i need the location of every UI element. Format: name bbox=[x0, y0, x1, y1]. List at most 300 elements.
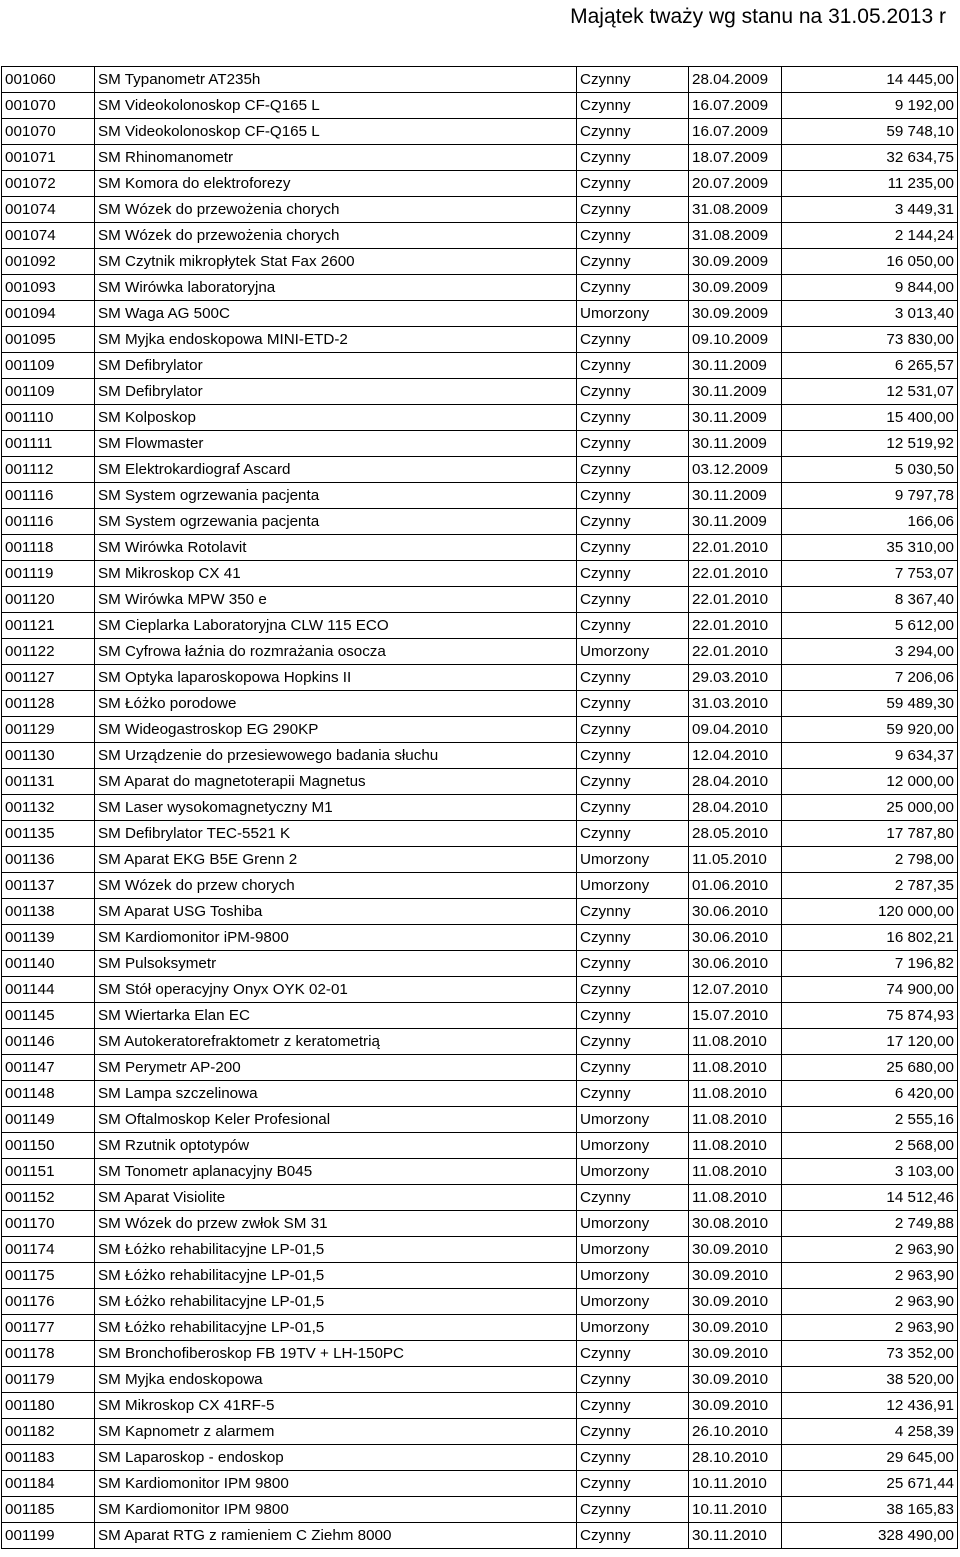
value-cell: 120 000,00 bbox=[782, 899, 958, 925]
inventory-number-cell: 001060 bbox=[2, 67, 95, 93]
inventory-number-cell: 001070 bbox=[2, 93, 95, 119]
inventory-number-cell: 001071 bbox=[2, 145, 95, 171]
date-cell: 11.08.2010 bbox=[689, 1133, 782, 1159]
status-cell: Czynny bbox=[577, 1055, 689, 1081]
date-cell: 30.06.2010 bbox=[689, 899, 782, 925]
inventory-number-cell: 001175 bbox=[2, 1263, 95, 1289]
table-row bbox=[2, 1341, 958, 1367]
asset-name-cell: SM Wózek do przew chorych bbox=[95, 873, 577, 899]
table-row bbox=[2, 899, 958, 925]
asset-name-cell: SM Aparat do magnetoterapii Magnetus bbox=[95, 769, 577, 795]
status-cell: Umorzony bbox=[577, 1237, 689, 1263]
asset-name-cell: SM Łóżko porodowe bbox=[95, 691, 577, 717]
date-cell: 10.11.2010 bbox=[689, 1497, 782, 1523]
inventory-number-cell: 001148 bbox=[2, 1081, 95, 1107]
status-cell: Umorzony bbox=[577, 1315, 689, 1341]
table-row bbox=[2, 93, 958, 119]
date-cell: 30.09.2009 bbox=[689, 249, 782, 275]
date-cell: 30.09.2010 bbox=[689, 1237, 782, 1263]
inventory-number-cell: 001151 bbox=[2, 1159, 95, 1185]
value-cell: 328 490,00 bbox=[782, 1523, 958, 1549]
inventory-number-cell: 001128 bbox=[2, 691, 95, 717]
asset-name-cell: SM Aparat RTG z ramieniem C Ziehm 8000 bbox=[95, 1523, 577, 1549]
date-cell: 30.09.2010 bbox=[689, 1263, 782, 1289]
table-row bbox=[2, 483, 958, 509]
value-cell: 3 013,40 bbox=[782, 301, 958, 327]
table-row bbox=[2, 1523, 958, 1549]
status-cell: Czynny bbox=[577, 197, 689, 223]
status-cell: Czynny bbox=[577, 327, 689, 353]
table-row bbox=[2, 639, 958, 665]
status-cell: Czynny bbox=[577, 561, 689, 587]
date-cell: 01.06.2010 bbox=[689, 873, 782, 899]
status-cell: Czynny bbox=[577, 1081, 689, 1107]
table-row bbox=[2, 587, 958, 613]
table-row bbox=[2, 1081, 958, 1107]
date-cell: 26.10.2010 bbox=[689, 1419, 782, 1445]
table-row bbox=[2, 431, 958, 457]
asset-name-cell: SM Kapnometr z alarmem bbox=[95, 1419, 577, 1445]
date-cell: 16.07.2009 bbox=[689, 119, 782, 145]
status-cell: Czynny bbox=[577, 1393, 689, 1419]
asset-name-cell: SM Łóżko rehabilitacyjne LP-01,5 bbox=[95, 1315, 577, 1341]
date-cell: 11.08.2010 bbox=[689, 1081, 782, 1107]
table-row bbox=[2, 1211, 958, 1237]
inventory-number-cell: 001149 bbox=[2, 1107, 95, 1133]
asset-name-cell: SM Oftalmoskop Keler Profesional bbox=[95, 1107, 577, 1133]
inventory-number-cell: 001182 bbox=[2, 1419, 95, 1445]
status-cell: Umorzony bbox=[577, 1263, 689, 1289]
date-cell: 10.11.2010 bbox=[689, 1471, 782, 1497]
table-row bbox=[2, 951, 958, 977]
status-cell: Umorzony bbox=[577, 1107, 689, 1133]
asset-name-cell: SM Pulsoksymetr bbox=[95, 951, 577, 977]
asset-name-cell: SM Stół operacyjny Onyx OYK 02-01 bbox=[95, 977, 577, 1003]
date-cell: 11.08.2010 bbox=[689, 1107, 782, 1133]
inventory-number-cell: 001174 bbox=[2, 1237, 95, 1263]
table-row bbox=[2, 1367, 958, 1393]
status-cell: Czynny bbox=[577, 899, 689, 925]
value-cell: 4 258,39 bbox=[782, 1419, 958, 1445]
table-row bbox=[2, 353, 958, 379]
date-cell: 29.03.2010 bbox=[689, 665, 782, 691]
date-cell: 30.11.2009 bbox=[689, 431, 782, 457]
date-cell: 28.04.2010 bbox=[689, 769, 782, 795]
asset-name-cell: SM Wirówka laboratoryjna bbox=[95, 275, 577, 301]
asset-name-cell: SM Autokeratorefraktometr z keratometrią bbox=[95, 1029, 577, 1055]
date-cell: 30.09.2010 bbox=[689, 1367, 782, 1393]
status-cell: Czynny bbox=[577, 795, 689, 821]
value-cell: 9 844,00 bbox=[782, 275, 958, 301]
value-cell: 2 144,24 bbox=[782, 223, 958, 249]
inventory-number-cell: 001074 bbox=[2, 197, 95, 223]
date-cell: 22.01.2010 bbox=[689, 613, 782, 639]
table-row bbox=[2, 197, 958, 223]
status-cell: Czynny bbox=[577, 145, 689, 171]
status-cell: Czynny bbox=[577, 509, 689, 535]
value-cell: 12 000,00 bbox=[782, 769, 958, 795]
inventory-number-cell: 001110 bbox=[2, 405, 95, 431]
status-cell: Umorzony bbox=[577, 1289, 689, 1315]
date-cell: 15.07.2010 bbox=[689, 1003, 782, 1029]
value-cell: 2 963,90 bbox=[782, 1237, 958, 1263]
status-cell: Czynny bbox=[577, 1367, 689, 1393]
inventory-number-cell: 001137 bbox=[2, 873, 95, 899]
asset-name-cell: SM Łóżko rehabilitacyjne LP-01,5 bbox=[95, 1263, 577, 1289]
table-row bbox=[2, 1159, 958, 1185]
status-cell: Czynny bbox=[577, 457, 689, 483]
inventory-number-cell: 001072 bbox=[2, 171, 95, 197]
asset-name-cell: SM Defibrylator bbox=[95, 379, 577, 405]
table-row bbox=[2, 821, 958, 847]
asset-name-cell: SM Videokolonoskop CF-Q165 L bbox=[95, 119, 577, 145]
inventory-number-cell: 001129 bbox=[2, 717, 95, 743]
status-cell: Czynny bbox=[577, 1341, 689, 1367]
value-cell: 12 436,91 bbox=[782, 1393, 958, 1419]
table-row bbox=[2, 379, 958, 405]
value-cell: 35 310,00 bbox=[782, 535, 958, 561]
asset-name-cell: SM Cyfrowa łaźnia do rozmrażania osocza bbox=[95, 639, 577, 665]
status-cell: Czynny bbox=[577, 275, 689, 301]
value-cell: 38 520,00 bbox=[782, 1367, 958, 1393]
assets-table bbox=[1, 66, 958, 1549]
inventory-number-cell: 001150 bbox=[2, 1133, 95, 1159]
asset-name-cell: SM Defibrylator TEC-5521 K bbox=[95, 821, 577, 847]
asset-name-cell: SM Komora do elektroforezy bbox=[95, 171, 577, 197]
asset-name-cell: SM System ogrzewania pacjenta bbox=[95, 509, 577, 535]
value-cell: 3 449,31 bbox=[782, 197, 958, 223]
status-cell: Czynny bbox=[577, 1003, 689, 1029]
date-cell: 30.11.2010 bbox=[689, 1523, 782, 1549]
value-cell: 2 963,90 bbox=[782, 1263, 958, 1289]
date-cell: 12.04.2010 bbox=[689, 743, 782, 769]
asset-name-cell: SM Laser wysokomagnetyczny M1 bbox=[95, 795, 577, 821]
inventory-number-cell: 001109 bbox=[2, 379, 95, 405]
date-cell: 30.08.2010 bbox=[689, 1211, 782, 1237]
value-cell: 32 634,75 bbox=[782, 145, 958, 171]
value-cell: 11 235,00 bbox=[782, 171, 958, 197]
inventory-number-cell: 001119 bbox=[2, 561, 95, 587]
inventory-number-cell: 001179 bbox=[2, 1367, 95, 1393]
value-cell: 5 612,00 bbox=[782, 613, 958, 639]
asset-name-cell: SM Aparat EKG B5E Grenn 2 bbox=[95, 847, 577, 873]
date-cell: 31.08.2009 bbox=[689, 197, 782, 223]
table-row bbox=[2, 1133, 958, 1159]
date-cell: 30.11.2009 bbox=[689, 353, 782, 379]
status-cell: Czynny bbox=[577, 1471, 689, 1497]
status-cell: Czynny bbox=[577, 1029, 689, 1055]
table-row bbox=[2, 1497, 958, 1523]
asset-name-cell: SM Laparoskop - endoskop bbox=[95, 1445, 577, 1471]
status-cell: Czynny bbox=[577, 769, 689, 795]
table-row bbox=[2, 457, 958, 483]
asset-name-cell: SM Wózek do przew zwłok SM 31 bbox=[95, 1211, 577, 1237]
value-cell: 2 963,90 bbox=[782, 1315, 958, 1341]
status-cell: Czynny bbox=[577, 67, 689, 93]
asset-name-cell: SM Videokolonoskop CF-Q165 L bbox=[95, 93, 577, 119]
status-cell: Czynny bbox=[577, 1497, 689, 1523]
table-row bbox=[2, 1471, 958, 1497]
table-row bbox=[2, 67, 958, 93]
inventory-number-cell: 001178 bbox=[2, 1341, 95, 1367]
table-row bbox=[2, 561, 958, 587]
value-cell: 6 265,57 bbox=[782, 353, 958, 379]
asset-name-cell: SM Aparat Visiolite bbox=[95, 1185, 577, 1211]
table-row bbox=[2, 1289, 958, 1315]
status-cell: Czynny bbox=[577, 691, 689, 717]
asset-name-cell: SM Wózek do przewożenia chorych bbox=[95, 197, 577, 223]
date-cell: 18.07.2009 bbox=[689, 145, 782, 171]
inventory-number-cell: 001112 bbox=[2, 457, 95, 483]
inventory-number-cell: 001185 bbox=[2, 1497, 95, 1523]
inventory-number-cell: 001109 bbox=[2, 353, 95, 379]
asset-name-cell: SM Myjka endoskopowa bbox=[95, 1367, 577, 1393]
date-cell: 30.09.2009 bbox=[689, 275, 782, 301]
inventory-number-cell: 001116 bbox=[2, 483, 95, 509]
value-cell: 2 787,35 bbox=[782, 873, 958, 899]
date-cell: 30.09.2010 bbox=[689, 1315, 782, 1341]
table-row bbox=[2, 613, 958, 639]
inventory-number-cell: 001170 bbox=[2, 1211, 95, 1237]
inventory-number-cell: 001122 bbox=[2, 639, 95, 665]
table-row bbox=[2, 717, 958, 743]
value-cell: 75 874,93 bbox=[782, 1003, 958, 1029]
inventory-number-cell: 001176 bbox=[2, 1289, 95, 1315]
date-cell: 30.09.2009 bbox=[689, 301, 782, 327]
status-cell: Czynny bbox=[577, 1185, 689, 1211]
value-cell: 17 120,00 bbox=[782, 1029, 958, 1055]
asset-name-cell: SM Typanometr AT235h bbox=[95, 67, 577, 93]
value-cell: 12 531,07 bbox=[782, 379, 958, 405]
table-row bbox=[2, 847, 958, 873]
inventory-number-cell: 001145 bbox=[2, 1003, 95, 1029]
asset-name-cell: SM Łóżko rehabilitacyjne LP-01,5 bbox=[95, 1237, 577, 1263]
asset-name-cell: SM Łóżko rehabilitacyjne LP-01,5 bbox=[95, 1289, 577, 1315]
asset-name-cell: SM Elektrokardiograf Ascard bbox=[95, 457, 577, 483]
asset-name-cell: SM Kardiomonitor iPM-9800 bbox=[95, 925, 577, 951]
value-cell: 15 400,00 bbox=[782, 405, 958, 431]
status-cell: Umorzony bbox=[577, 1133, 689, 1159]
inventory-number-cell: 001116 bbox=[2, 509, 95, 535]
status-cell: Czynny bbox=[577, 223, 689, 249]
status-cell: Czynny bbox=[577, 93, 689, 119]
status-cell: Czynny bbox=[577, 951, 689, 977]
date-cell: 28.05.2010 bbox=[689, 821, 782, 847]
value-cell: 3 103,00 bbox=[782, 1159, 958, 1185]
status-cell: Umorzony bbox=[577, 301, 689, 327]
date-cell: 30.06.2010 bbox=[689, 951, 782, 977]
value-cell: 74 900,00 bbox=[782, 977, 958, 1003]
inventory-number-cell: 001074 bbox=[2, 223, 95, 249]
value-cell: 25 000,00 bbox=[782, 795, 958, 821]
table-row bbox=[2, 1237, 958, 1263]
value-cell: 3 294,00 bbox=[782, 639, 958, 665]
value-cell: 2 963,90 bbox=[782, 1289, 958, 1315]
inventory-number-cell: 001111 bbox=[2, 431, 95, 457]
date-cell: 11.05.2010 bbox=[689, 847, 782, 873]
asset-name-cell: SM Mikroskop CX 41RF-5 bbox=[95, 1393, 577, 1419]
inventory-number-cell: 001130 bbox=[2, 743, 95, 769]
inventory-number-cell: 001120 bbox=[2, 587, 95, 613]
asset-name-cell: SM Rzutnik optotypów bbox=[95, 1133, 577, 1159]
value-cell: 16 050,00 bbox=[782, 249, 958, 275]
status-cell: Czynny bbox=[577, 587, 689, 613]
asset-name-cell: SM Wideogastroskop EG 290KP bbox=[95, 717, 577, 743]
value-cell: 59 748,10 bbox=[782, 119, 958, 145]
value-cell: 166,06 bbox=[782, 509, 958, 535]
inventory-number-cell: 001177 bbox=[2, 1315, 95, 1341]
table-row bbox=[2, 275, 958, 301]
asset-name-cell: SM Perymetr AP-200 bbox=[95, 1055, 577, 1081]
table-row bbox=[2, 1055, 958, 1081]
status-cell: Czynny bbox=[577, 483, 689, 509]
inventory-number-cell: 001127 bbox=[2, 665, 95, 691]
value-cell: 8 367,40 bbox=[782, 587, 958, 613]
value-cell: 2 555,16 bbox=[782, 1107, 958, 1133]
date-cell: 28.10.2010 bbox=[689, 1445, 782, 1471]
date-cell: 28.04.2009 bbox=[689, 67, 782, 93]
date-cell: 30.09.2010 bbox=[689, 1393, 782, 1419]
date-cell: 11.08.2010 bbox=[689, 1185, 782, 1211]
date-cell: 22.01.2010 bbox=[689, 639, 782, 665]
status-cell: Czynny bbox=[577, 171, 689, 197]
value-cell: 16 802,21 bbox=[782, 925, 958, 951]
table-row bbox=[2, 535, 958, 561]
table-row bbox=[2, 509, 958, 535]
asset-name-cell: SM Bronchofiberoskop FB 19TV + LH-150PC bbox=[95, 1341, 577, 1367]
value-cell: 9 634,37 bbox=[782, 743, 958, 769]
asset-name-cell: SM Kolposkop bbox=[95, 405, 577, 431]
asset-name-cell: SM Waga AG 500C bbox=[95, 301, 577, 327]
status-cell: Umorzony bbox=[577, 847, 689, 873]
asset-name-cell: SM Urządzenie do przesiewowego badania słuchu bbox=[95, 743, 577, 769]
inventory-number-cell: 001132 bbox=[2, 795, 95, 821]
status-cell: Czynny bbox=[577, 431, 689, 457]
inventory-number-cell: 001152 bbox=[2, 1185, 95, 1211]
date-cell: 28.04.2010 bbox=[689, 795, 782, 821]
asset-name-cell: SM Kardiomonitor IPM 9800 bbox=[95, 1497, 577, 1523]
asset-name-cell: SM Lampa szczelinowa bbox=[95, 1081, 577, 1107]
date-cell: 31.03.2010 bbox=[689, 691, 782, 717]
date-cell: 30.09.2010 bbox=[689, 1289, 782, 1315]
asset-name-cell: SM Cieplarka Laboratoryjna CLW 115 ECO bbox=[95, 613, 577, 639]
value-cell: 14 445,00 bbox=[782, 67, 958, 93]
status-cell: Umorzony bbox=[577, 1159, 689, 1185]
status-cell: Czynny bbox=[577, 249, 689, 275]
table-row bbox=[2, 925, 958, 951]
table-row bbox=[2, 691, 958, 717]
status-cell: Umorzony bbox=[577, 1211, 689, 1237]
asset-name-cell: SM Tonometr aplanacyjny B045 bbox=[95, 1159, 577, 1185]
table-row bbox=[2, 1107, 958, 1133]
inventory-number-cell: 001147 bbox=[2, 1055, 95, 1081]
date-cell: 30.11.2009 bbox=[689, 405, 782, 431]
table-row bbox=[2, 249, 958, 275]
date-cell: 09.10.2009 bbox=[689, 327, 782, 353]
date-cell: 22.01.2010 bbox=[689, 535, 782, 561]
date-cell: 30.06.2010 bbox=[689, 925, 782, 951]
table-row bbox=[2, 1029, 958, 1055]
date-cell: 03.12.2009 bbox=[689, 457, 782, 483]
value-cell: 17 787,80 bbox=[782, 821, 958, 847]
value-cell: 59 920,00 bbox=[782, 717, 958, 743]
value-cell: 6 420,00 bbox=[782, 1081, 958, 1107]
inventory-number-cell: 001131 bbox=[2, 769, 95, 795]
asset-name-cell: SM Aparat USG Toshiba bbox=[95, 899, 577, 925]
value-cell: 38 165,83 bbox=[782, 1497, 958, 1523]
table-row bbox=[2, 795, 958, 821]
table-row bbox=[2, 145, 958, 171]
value-cell: 73 830,00 bbox=[782, 327, 958, 353]
table-row bbox=[2, 1263, 958, 1289]
inventory-number-cell: 001144 bbox=[2, 977, 95, 1003]
date-cell: 11.08.2010 bbox=[689, 1029, 782, 1055]
date-cell: 16.07.2009 bbox=[689, 93, 782, 119]
asset-name-cell: SM Czytnik mikropłytek Stat Fax 2600 bbox=[95, 249, 577, 275]
asset-name-cell: SM System ogrzewania pacjenta bbox=[95, 483, 577, 509]
asset-name-cell: SM Optyka laparoskopowa Hopkins II bbox=[95, 665, 577, 691]
asset-name-cell: SM Defibrylator bbox=[95, 353, 577, 379]
status-cell: Czynny bbox=[577, 717, 689, 743]
status-cell: Czynny bbox=[577, 821, 689, 847]
date-cell: 12.07.2010 bbox=[689, 977, 782, 1003]
table-row bbox=[2, 1419, 958, 1445]
inventory-number-cell: 001092 bbox=[2, 249, 95, 275]
inventory-number-cell: 001093 bbox=[2, 275, 95, 301]
inventory-number-cell: 001135 bbox=[2, 821, 95, 847]
value-cell: 25 680,00 bbox=[782, 1055, 958, 1081]
inventory-number-cell: 001199 bbox=[2, 1523, 95, 1549]
table-row bbox=[2, 1185, 958, 1211]
date-cell: 22.01.2010 bbox=[689, 587, 782, 613]
value-cell: 25 671,44 bbox=[782, 1471, 958, 1497]
date-cell: 22.01.2010 bbox=[689, 561, 782, 587]
page-title: Majątek tważy wg stanu na 31.05.2013 r bbox=[570, 5, 946, 28]
table-row bbox=[2, 405, 958, 431]
value-cell: 2 749,88 bbox=[782, 1211, 958, 1237]
date-cell: 30.11.2009 bbox=[689, 483, 782, 509]
table-row bbox=[2, 119, 958, 145]
status-cell: Czynny bbox=[577, 405, 689, 431]
inventory-number-cell: 001095 bbox=[2, 327, 95, 353]
table-row bbox=[2, 171, 958, 197]
value-cell: 14 512,46 bbox=[782, 1185, 958, 1211]
table-row bbox=[2, 301, 958, 327]
inventory-number-cell: 001136 bbox=[2, 847, 95, 873]
inventory-number-cell: 001183 bbox=[2, 1445, 95, 1471]
inventory-number-cell: 001094 bbox=[2, 301, 95, 327]
status-cell: Czynny bbox=[577, 977, 689, 1003]
inventory-number-cell: 001138 bbox=[2, 899, 95, 925]
asset-name-cell: SM Mikroskop CX 41 bbox=[95, 561, 577, 587]
status-cell: Umorzony bbox=[577, 639, 689, 665]
table-row bbox=[2, 743, 958, 769]
status-cell: Czynny bbox=[577, 535, 689, 561]
asset-name-cell: SM Myjka endoskopowa MINI-ETD-2 bbox=[95, 327, 577, 353]
inventory-number-cell: 001139 bbox=[2, 925, 95, 951]
status-cell: Czynny bbox=[577, 379, 689, 405]
status-cell: Czynny bbox=[577, 119, 689, 145]
date-cell: 20.07.2009 bbox=[689, 171, 782, 197]
value-cell: 29 645,00 bbox=[782, 1445, 958, 1471]
asset-name-cell: SM Wózek do przewożenia chorych bbox=[95, 223, 577, 249]
value-cell: 73 352,00 bbox=[782, 1341, 958, 1367]
value-cell: 7 206,06 bbox=[782, 665, 958, 691]
date-cell: 30.11.2009 bbox=[689, 379, 782, 405]
inventory-number-cell: 001180 bbox=[2, 1393, 95, 1419]
value-cell: 5 030,50 bbox=[782, 457, 958, 483]
table-row bbox=[2, 1003, 958, 1029]
